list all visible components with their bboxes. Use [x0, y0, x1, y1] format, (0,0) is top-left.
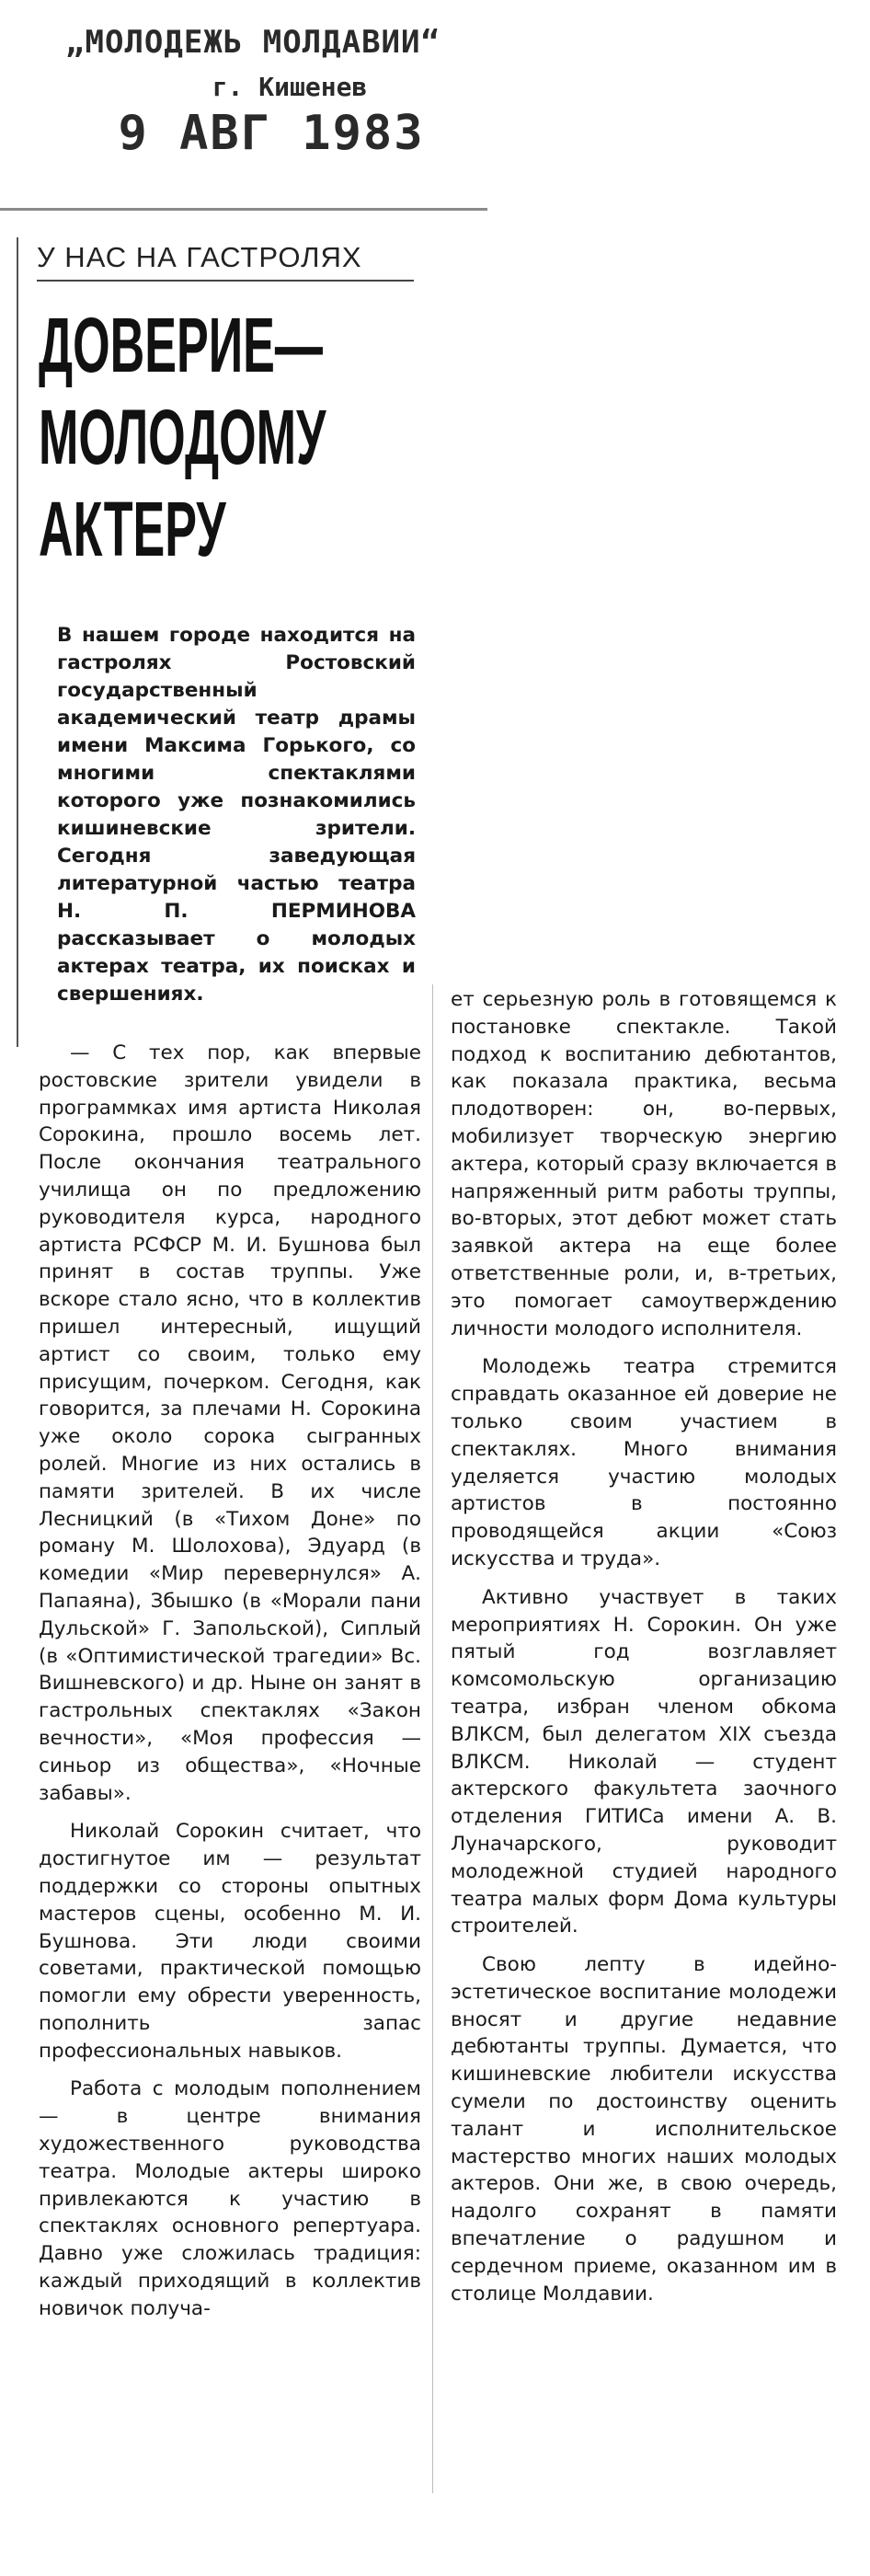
rubric: У НАС НА ГАСТРОЛЯХ — [37, 241, 414, 282]
paragraph: Николай Сорокин считает, что достигнутое им — результат поддержки со стороны опытных мастеров сцены, особенно М. И. Бушнова. Эти люди своими советами, практической помощью помогли ему обрести уверенность, пополнить запас профессиональных навыков. — [39, 1820, 421, 2063]
paragraph: Активно участвует в таких мероприятиях Н. Сорокин. Он уже пятый год возглавляет комсомольскую организацию театра, избран членом обкома ВЛКСМ, был делегатом XIX съезда ВЛКСМ. Николай — студент актерского факультета заочного отделения ГИТИСа имени А. В. Луначарского, руководит молодежной студией народного театра малых форм Дома культуры строителей. — [451, 1585, 837, 1938]
right-column — [451, 986, 837, 2318]
paragraph: ет серьезную роль в готовящемся к постановке спектакле. Такой подход к воспитанию дебютантов, как показала практика, весьма плодотворен: он, во-первых, мобилизует творческую энергию актера, который сразу включается в напряженный ритм работы труппы, во-вторых, этот дебют может стать заявкой актера на еще более ответственные роли, и, в-третьих, это помогает самоутверждению личности молодого исполнителя. — [451, 988, 837, 1340]
headline-line: АКТЕРУ — [39, 486, 226, 572]
headline-line: МОЛОДОМУ — [39, 394, 326, 480]
paragraph: Работа с молодым пополнением — в центре внимания художественного руководства театра. Молодые актеры широко привлекаются к участию в спектаклях основного репертуара. Давно уже сложилась традиция: каждый приходящий в коллектив новичок получа- — [39, 2077, 421, 2320]
newspaper-name: „МОЛОДЕЖЬ МОЛДАВИИ“ — [65, 24, 441, 61]
paragraph: Свою лепту в идейно-эстетическое воспитание молодежи вносят и другие недавние дебютанты труппы. Думается, что кишиневские любители искусства сумели по достоинству оценить талант и исполнительское мастерство многих наших молодых актеров. Они же, в свою очередь, надолго сохранят в памяти впечатление о радушном и сердечном приеме, оказанном им в столице Молдавии. — [451, 1953, 837, 2306]
paragraph: Молодежь театра стремится справдать оказанное ей доверие не только своим участием в спектаклях. Много внимания уделяется участию молодых артистов в постоянно проводящейся акции «Союз искусства и труда». — [451, 1355, 837, 1570]
headline-line: ДОВЕРИЕ— — [39, 302, 323, 388]
newspaper-city: г. Кишенев — [212, 72, 368, 102]
clipping-date: 9 АВГ 1983 — [118, 106, 425, 161]
paragraph: — С тех пор, как впервые ростовские зрители увидели в программках имя артиста Николая Сорокина, прошло восемь лет. После окончания театрального училища он по предложению руководителя курса, народного артиста РСФСР М. И. Бушнова был принят в состав труппы. Уже вскоре стало ясно, что в коллектив пришел интересный, ищущий артист со своим, только ему присущим, почерком. Сегодня, как говорится, за плечами Н. Сорокина уже около сорока сыгранных ролей. Многие из них остались в памяти зрителей. В их числе Лесницкий (в «Тихом Доне» по роману М. Шолохова), Эдуард (в комедии «Мир перевернулся» А. Папаяна), Збышко (в «Морали пани Дульской» Г. Запольской), Сиплый (в «Оптимистической трагедии» Вс. Вишневского) и др. Ныне он занят в гастрольных спектаклях «Закон вечности», «Моя профессия — синьор из общества», «Ночные забавы». — [39, 1041, 421, 1805]
column-separator — [432, 984, 433, 2493]
left-rule — [17, 237, 18, 1047]
clipping-stamp — [37, 24, 469, 161]
top-rule — [0, 208, 487, 211]
lead-paragraph: В нашем городе находится на гастролях Ростовский государственный академический театр драмы имени Максима Горького, со многими спектаклями которого уже познакомились кишиневские зрители. Сегодня заведующая литературной частью театра Н. П. ПЕРМИНОВА рассказывает о молодых актерах театра, их поисках и свершениях. — [57, 624, 416, 1006]
headline — [39, 299, 427, 575]
left-column — [39, 1040, 421, 2334]
